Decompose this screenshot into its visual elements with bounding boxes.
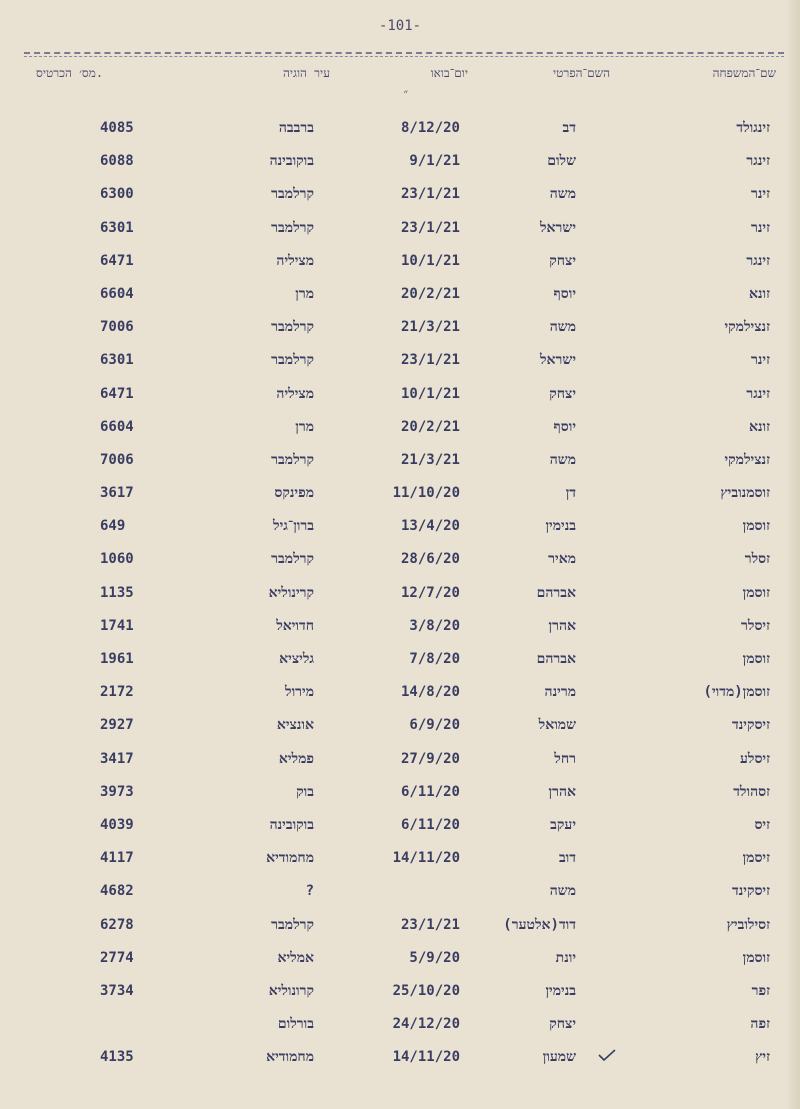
table-row xyxy=(0,212,800,245)
surname-cell: זוסמן xyxy=(742,518,770,535)
given-name-cell: יצחק xyxy=(549,1016,576,1033)
given-name-cell: משה xyxy=(549,451,576,468)
given-name-cell: דוד(אלטער) xyxy=(503,916,576,933)
header-divider-top-2 xyxy=(24,56,784,57)
card-number-cell: 7006 xyxy=(100,319,134,336)
table-row xyxy=(0,344,800,377)
card-number-cell: 1060 xyxy=(100,551,134,568)
card-number-cell: 3617 xyxy=(100,485,134,502)
arrival-date-cell: 5/9/20 xyxy=(409,949,460,966)
paper-edge xyxy=(786,0,800,1109)
arrival-date-cell: 6/11/20 xyxy=(400,783,460,800)
arrival-date-cell: 23/1/21 xyxy=(400,352,460,369)
header-ditto-mark: ״ xyxy=(403,86,408,100)
card-number-cell: 6301 xyxy=(100,352,134,369)
surname-cell: זינגולד xyxy=(736,120,770,136)
surname-cell: זיסלר xyxy=(741,617,770,634)
given-name-cell: אהרן xyxy=(548,783,576,800)
given-name-cell: ישראל xyxy=(540,219,576,236)
surname-cell: זוסמן xyxy=(742,949,770,966)
table-row xyxy=(0,776,800,809)
table-row xyxy=(0,643,800,676)
arrival-date-cell: 20/2/21 xyxy=(400,285,460,302)
given-name-cell: שמעון xyxy=(542,1049,576,1066)
card-number-cell: 6604 xyxy=(100,285,134,302)
town-cell: אונציא xyxy=(276,717,314,734)
table-row xyxy=(0,112,800,145)
surname-cell: זוסמן xyxy=(742,651,770,667)
header-arrival-date: יום־בואו xyxy=(430,66,468,80)
surname-cell: זינגר xyxy=(746,385,770,402)
given-name-cell: יעקב xyxy=(550,816,576,833)
surname-cell: זפה xyxy=(750,1016,770,1033)
arrival-date-cell: 27/9/20 xyxy=(400,750,460,767)
arrival-date-cell: 8/12/20 xyxy=(400,120,460,136)
town-cell: מרן xyxy=(295,418,314,435)
surname-cell: זיסקינד xyxy=(732,883,770,900)
town-cell: מחמודיא xyxy=(266,850,314,867)
table-row xyxy=(0,245,800,278)
surname-cell: זוסמן xyxy=(742,584,770,601)
town-cell: קרלמבר xyxy=(271,352,314,369)
arrival-date-cell: 23/1/21 xyxy=(400,219,460,236)
card-number-cell: 1135 xyxy=(100,584,134,601)
given-name-cell: רחל xyxy=(554,750,576,767)
table-row xyxy=(0,875,800,908)
arrival-date-cell: 10/1/21 xyxy=(400,252,460,269)
surname-cell: זיסמן xyxy=(742,850,770,867)
town-cell: בוק xyxy=(296,783,314,800)
given-name-cell: משה xyxy=(549,186,576,203)
card-number-cell: 4135 xyxy=(100,1049,134,1066)
arrival-date-cell: 10/1/21 xyxy=(400,385,460,402)
town-cell: גליציא xyxy=(279,651,314,667)
check-mark-icon xyxy=(598,1047,616,1063)
table-row xyxy=(0,411,800,444)
header-divider-top xyxy=(24,52,784,54)
header-given-name: השם־הפרטי xyxy=(553,66,610,80)
arrival-date-cell: 21/3/21 xyxy=(400,451,460,468)
arrival-date-cell: 14/11/20 xyxy=(392,850,460,867)
arrival-date-cell: 21/3/21 xyxy=(400,319,460,336)
card-number-cell: 4682 xyxy=(100,883,134,900)
table-row xyxy=(0,577,800,610)
table-row xyxy=(0,477,800,510)
table-row xyxy=(0,743,800,776)
table-row xyxy=(0,676,800,709)
card-number-cell: 2172 xyxy=(100,684,134,701)
town-cell: מרן xyxy=(295,285,314,302)
table-row xyxy=(0,942,800,975)
town-cell: ברון־גיל xyxy=(273,518,314,535)
town-cell: קרלמבר xyxy=(271,551,314,568)
card-number-cell: 3417 xyxy=(100,750,134,767)
surname-cell: זינר xyxy=(750,352,770,369)
town-cell: מפינקס xyxy=(274,485,314,502)
town-cell: חדויאל xyxy=(276,617,314,634)
table-row xyxy=(0,178,800,211)
given-name-cell: שלום xyxy=(547,153,576,170)
arrival-date-cell: 11/10/20 xyxy=(392,485,460,502)
given-name-cell: בנימין xyxy=(545,518,576,535)
surname-cell: זסלר xyxy=(744,551,770,568)
given-name-cell: אברהם xyxy=(536,584,576,601)
card-number-cell: 6604 xyxy=(100,418,134,435)
given-name-cell: דוב xyxy=(558,850,576,867)
surname-cell: זיס xyxy=(754,816,770,833)
surname-cell: זונא xyxy=(748,285,770,302)
given-name-cell: יונת xyxy=(555,949,576,966)
surname-cell: זפר xyxy=(751,982,770,999)
surname-cell: זינר xyxy=(750,186,770,203)
table-row xyxy=(0,842,800,875)
arrival-date-cell: 23/1/21 xyxy=(400,916,460,933)
town-cell: קרלמבר xyxy=(271,186,314,203)
town-cell: פמליא xyxy=(278,750,314,767)
card-number-cell: 6278 xyxy=(100,916,134,933)
table-row xyxy=(0,809,800,842)
surname-cell: זינגר xyxy=(746,153,770,170)
table-row xyxy=(0,1008,800,1041)
card-number-cell: 6301 xyxy=(100,219,134,236)
card-number-cell: 4039 xyxy=(100,816,134,833)
given-name-cell: יצחק xyxy=(549,385,576,402)
arrival-date-cell: 3/8/20 xyxy=(409,617,460,634)
arrival-date-cell: 14/11/20 xyxy=(392,1049,460,1066)
table-row xyxy=(0,311,800,344)
town-cell: מציליה xyxy=(276,385,314,402)
arrival-date-cell: 7/8/20 xyxy=(409,651,460,667)
page-number: -101- xyxy=(378,18,422,34)
given-name-cell: משה xyxy=(549,319,576,336)
arrival-date-cell: 20/2/21 xyxy=(400,418,460,435)
card-number-cell: 2927 xyxy=(100,717,134,734)
card-number-cell: 6088 xyxy=(100,153,134,170)
header-card-number: מס׳ הכרטיס. xyxy=(36,66,104,80)
town-cell: קרינוליא xyxy=(268,584,314,601)
arrival-date-cell: 6/9/20 xyxy=(409,717,460,734)
town-cell: קרלמבר xyxy=(271,916,314,933)
town-cell: קרלמבר xyxy=(271,219,314,236)
card-number-cell: 1961 xyxy=(100,651,134,667)
header-town: עיר הוגיה xyxy=(282,66,330,80)
town-cell: בורלום xyxy=(277,1016,314,1033)
surname-cell: זנצילמקי xyxy=(724,451,770,468)
table-row xyxy=(0,543,800,576)
card-number-cell: 4117 xyxy=(100,850,134,867)
table-row xyxy=(0,709,800,742)
given-name-cell: אברהם xyxy=(536,651,576,667)
column-headers xyxy=(0,66,800,100)
town-cell: קרלמבר xyxy=(271,451,314,468)
card-number-cell: 2774 xyxy=(100,949,134,966)
card-number-cell: 6471 xyxy=(100,385,134,402)
table-row xyxy=(0,145,800,178)
arrival-date-cell: 6/11/20 xyxy=(400,816,460,833)
given-name-cell: יצחק xyxy=(549,252,576,269)
card-number-cell: 7006 xyxy=(100,451,134,468)
card-number-cell: 3973 xyxy=(100,783,134,800)
arrival-date-cell: 13/4/20 xyxy=(400,518,460,535)
town-cell: בוקובינה xyxy=(269,153,314,170)
given-name-cell: יוסף xyxy=(553,285,576,302)
arrival-date-cell: 12/7/20 xyxy=(400,584,460,601)
table-row xyxy=(0,610,800,643)
card-number-cell: 6300 xyxy=(100,186,134,203)
header-surname: שם־המשפחה xyxy=(712,66,776,80)
table-row xyxy=(0,278,800,311)
surname-cell: זונא xyxy=(748,418,770,435)
surname-cell: זוסמנוביץ xyxy=(720,485,770,502)
arrival-date-cell: 23/1/21 xyxy=(400,186,460,203)
town-cell: אמליא xyxy=(277,949,314,966)
card-number-cell: 3734 xyxy=(100,982,134,999)
surname-cell: זיץ xyxy=(755,1049,770,1066)
surname-cell: זינר xyxy=(750,219,770,236)
table-row xyxy=(0,378,800,411)
table-row xyxy=(0,975,800,1008)
table-row xyxy=(0,510,800,543)
town-cell: ? xyxy=(305,883,314,900)
town-cell: מירול xyxy=(285,684,314,701)
given-name-cell: מרינה xyxy=(544,684,576,701)
table-row xyxy=(0,909,800,942)
given-name-cell: דן xyxy=(565,485,576,502)
surname-cell: זוסמן(מדוי) xyxy=(703,684,770,701)
given-name-cell: מאיר xyxy=(548,551,576,568)
given-name-cell: בנימין xyxy=(545,982,576,999)
arrival-date-cell: 14/8/20 xyxy=(400,684,460,701)
town-cell: ברבבה xyxy=(278,120,314,136)
town-cell: מחמודיא xyxy=(266,1049,314,1066)
arrival-date-cell: 25/10/20 xyxy=(392,982,460,999)
given-name-cell: דב xyxy=(562,120,576,136)
register-table xyxy=(0,112,800,1074)
given-name-cell: שמואל xyxy=(538,717,576,734)
card-number-cell: 4085 xyxy=(100,120,134,136)
card-number-cell: 1741 xyxy=(100,617,134,634)
town-cell: מציליה xyxy=(276,252,314,269)
given-name-cell: יוסף xyxy=(553,418,576,435)
given-name-cell: ישראל xyxy=(540,352,576,369)
card-number-cell: 6471 xyxy=(100,252,134,269)
surname-cell: זנצילמקי xyxy=(724,319,770,336)
arrival-date-cell: 24/12/20 xyxy=(392,1016,460,1033)
town-cell: קרונוליא xyxy=(268,982,314,999)
card-number-cell: 649 xyxy=(100,518,126,535)
town-cell: בוקובינה xyxy=(269,816,314,833)
surname-cell: זסילוביץ xyxy=(726,916,770,933)
table-row xyxy=(0,444,800,477)
arrival-date-cell: 28/6/20 xyxy=(400,551,460,568)
surname-cell: זינגר xyxy=(746,252,770,269)
town-cell: קרלמבר xyxy=(271,319,314,336)
arrival-date-cell: 9/1/21 xyxy=(409,153,460,170)
given-name-cell: משה xyxy=(549,883,576,900)
table-row xyxy=(0,1041,800,1074)
given-name-cell: אהרן xyxy=(548,617,576,634)
surname-cell: זסהולד xyxy=(733,783,770,800)
surname-cell: זיסלע xyxy=(739,750,770,767)
surname-cell: זיסקינד xyxy=(732,717,770,734)
